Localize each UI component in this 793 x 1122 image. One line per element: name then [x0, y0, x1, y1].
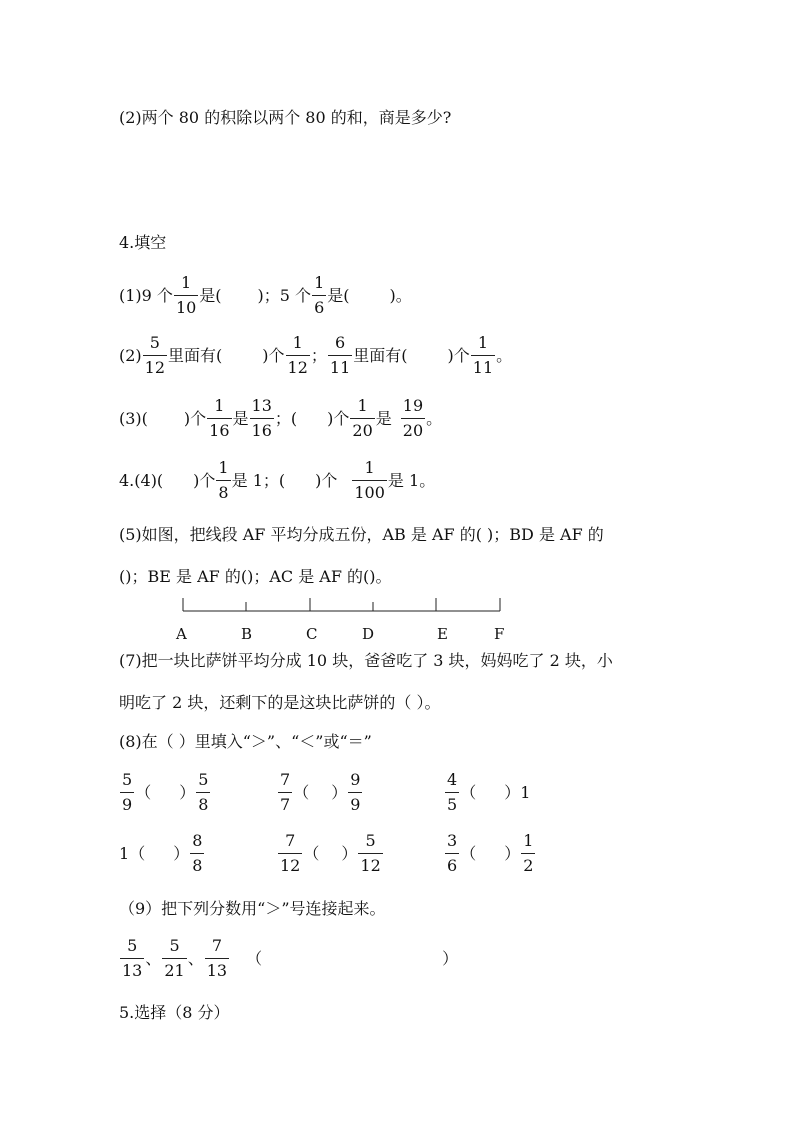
text: (3)(	[119, 408, 148, 428]
question-4-7-line-1	[119, 650, 613, 671]
point-label-b: B	[241, 625, 253, 643]
numerator: 1	[314, 273, 325, 292]
text: （	[303, 843, 320, 863]
denominator: 7	[278, 792, 292, 814]
denominator: 5	[445, 792, 459, 814]
text: 明吃了 2 块，还剩下的是这块比萨饼的（ ）。	[119, 692, 441, 712]
compare-item	[444, 832, 536, 875]
point-label-a: A	[176, 625, 187, 643]
text: 是 1；(	[231, 470, 286, 490]
text: ；(	[274, 408, 298, 428]
section-5-title	[119, 1002, 230, 1023]
point-label-c: C	[306, 625, 318, 643]
fraction	[445, 832, 459, 875]
question-text: (2)两个 80 的积除以两个 80 的和，商是多少?	[119, 107, 452, 127]
text: )个	[262, 345, 285, 365]
denominator: 6	[445, 853, 459, 875]
numerator: 1	[214, 396, 225, 415]
segment-diagram	[176, 593, 506, 617]
text: 、	[145, 948, 162, 968]
section-4-title	[119, 232, 166, 253]
fraction	[312, 274, 326, 317]
text: 是	[232, 408, 249, 428]
fraction	[445, 771, 459, 814]
text: 4.(4)(	[119, 470, 164, 490]
question-4-9-fractions	[119, 937, 458, 980]
text: 是(	[199, 285, 222, 305]
numerator: 7	[285, 831, 296, 850]
text: (5)如图，把线段 AF 平均分成五份，AB 是 AF 的( )；BD 是 AF 的	[119, 524, 604, 544]
point-label-e: E	[437, 625, 448, 643]
numerator: 7	[280, 770, 291, 789]
fraction	[190, 832, 204, 875]
text: 是 1。	[387, 470, 436, 490]
text: （	[460, 782, 477, 802]
numerator: 1	[523, 831, 534, 850]
text: ）	[341, 843, 358, 863]
denominator: 12	[278, 853, 302, 875]
numerator: 19	[402, 396, 424, 415]
text: )个	[327, 408, 350, 428]
text: ）	[504, 843, 521, 863]
text: 1	[119, 843, 130, 863]
denominator: 8	[216, 480, 230, 502]
fraction	[401, 397, 425, 440]
text: ）	[331, 782, 348, 802]
text: 。	[426, 408, 443, 428]
fraction	[216, 459, 230, 502]
compare-item	[277, 771, 363, 814]
text: )个	[193, 470, 216, 490]
text: ）	[504, 782, 521, 802]
question-3-2	[119, 107, 451, 128]
denominator: 13	[120, 958, 144, 980]
text: （9）把下列分数用“＞”号连接起来。	[119, 898, 386, 918]
text: (2)	[119, 345, 142, 365]
numerator: 9	[350, 770, 361, 789]
denominator: 20	[401, 418, 425, 440]
numerator: 13	[251, 396, 272, 415]
text: （	[135, 782, 152, 802]
denominator: 13	[205, 958, 229, 980]
fraction	[521, 832, 535, 875]
point-label-d: D	[362, 625, 375, 643]
numerator: 1	[477, 333, 489, 352]
denominator: 11	[328, 355, 352, 377]
numerator: 5	[127, 936, 138, 955]
fraction	[207, 397, 231, 440]
denominator: 8	[196, 792, 210, 814]
denominator: 11	[471, 355, 495, 377]
fraction	[143, 334, 167, 377]
numerator: 4	[447, 770, 458, 789]
numerator: 1	[218, 458, 229, 477]
question-4-4	[119, 459, 435, 502]
fraction	[120, 937, 144, 980]
numerator: 1	[181, 273, 192, 292]
numerator: 8	[192, 831, 203, 850]
question-4-8-title	[119, 731, 372, 752]
fraction	[278, 771, 292, 814]
text: （	[129, 843, 146, 863]
numerator: 5	[198, 770, 209, 789]
text: )个	[183, 408, 207, 428]
text: ）	[442, 948, 459, 968]
denominator: 8	[190, 853, 204, 875]
text: (8)在（ ）里填入“＞”、“＜”或“＝”	[119, 731, 372, 751]
question-4-7-line-2	[119, 692, 440, 713]
numerator: 1	[364, 458, 375, 477]
fraction	[471, 334, 495, 377]
text: 里面有(	[353, 345, 408, 365]
fraction	[278, 832, 302, 875]
denominator: 16	[207, 418, 231, 440]
question-4-1	[119, 274, 412, 317]
question-4-9-title	[119, 898, 386, 919]
numerator: 5	[149, 333, 160, 352]
text: ）	[173, 843, 190, 863]
fraction	[348, 771, 362, 814]
text: 。	[496, 345, 513, 365]
fraction	[120, 771, 134, 814]
numerator: 1	[292, 333, 303, 352]
text: ()；BE 是 AF 的()；AC 是 AF 的()。	[119, 566, 392, 586]
text: （	[460, 843, 477, 863]
text: 里面有(	[168, 345, 223, 365]
text: (1)9 个	[119, 285, 173, 305]
denominator: 9	[348, 792, 362, 814]
numerator: 6	[334, 333, 346, 352]
fraction	[328, 334, 352, 377]
question-4-5-line-1	[119, 524, 604, 545]
fraction	[358, 832, 382, 875]
text: 、	[187, 948, 204, 968]
compare-item	[119, 771, 211, 814]
denominator: 12	[143, 355, 167, 377]
text: ；	[310, 345, 327, 365]
text: 是(	[327, 285, 350, 305]
text: )个	[315, 470, 338, 490]
point-label-f: F	[494, 625, 505, 643]
text: （	[293, 782, 310, 802]
denominator: 12	[358, 853, 382, 875]
fraction	[205, 937, 229, 980]
fraction	[352, 459, 387, 502]
text: 1	[520, 782, 531, 802]
fraction	[196, 771, 210, 814]
fraction	[174, 274, 198, 317]
denominator: 10	[174, 295, 198, 317]
text: ）	[179, 782, 196, 802]
fraction	[250, 397, 274, 440]
fraction	[350, 397, 374, 440]
denominator: 100	[352, 480, 387, 502]
numerator: 3	[447, 831, 458, 850]
text: )。	[389, 285, 412, 305]
compare-item	[277, 832, 384, 875]
fraction	[286, 334, 310, 377]
text: (7)把一块比萨饼平均分成 10 块，爸爸吃了 3 块，妈妈吃了 2 块，小	[119, 650, 613, 670]
text: )个	[447, 345, 470, 365]
numerator: 1	[357, 396, 368, 415]
question-4-2	[119, 334, 512, 377]
compare-item	[444, 771, 530, 814]
compare-item	[119, 832, 205, 875]
numerator: 5	[169, 936, 180, 955]
numerator: 5	[122, 770, 133, 789]
denominator: 9	[120, 792, 134, 814]
denominator: 21	[162, 958, 186, 980]
question-4-3	[119, 397, 442, 440]
text: )；5 个	[257, 285, 312, 305]
denominator: 20	[350, 418, 374, 440]
denominator: 12	[286, 355, 310, 377]
numerator: 5	[365, 831, 376, 850]
section-title: 4.填空	[119, 232, 167, 252]
question-4-5-line-2	[119, 566, 392, 587]
fraction	[162, 937, 186, 980]
text: 是	[375, 408, 392, 428]
denominator: 16	[250, 418, 274, 440]
denominator: 2	[521, 853, 535, 875]
section-title: 5.选择（8 分）	[119, 1002, 230, 1022]
numerator: 7	[211, 936, 223, 955]
denominator: 6	[312, 295, 326, 317]
text: （	[246, 948, 263, 968]
